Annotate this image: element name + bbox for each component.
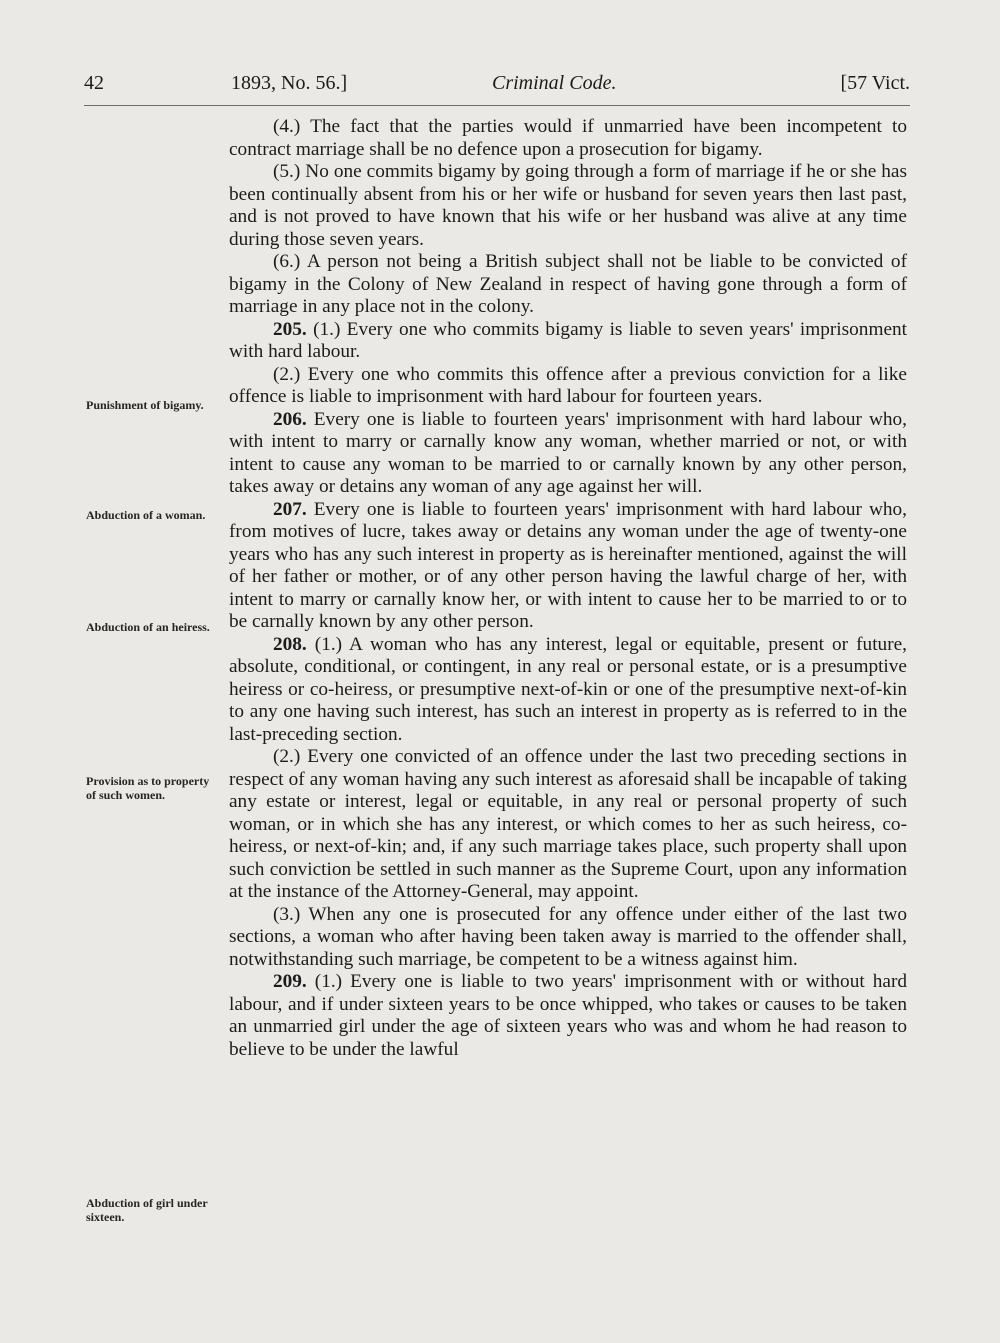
paragraph-text: (2.) Every one convicted of an offence under the last two preceding sections in respect of any woman having any such interest as aforesaid shall be incapable of taking any estate or interest, legal or equitable, in any real or personal property of such woman, or in which she has any interest, or which comes to her as such heiress, co-heiress, or next-of-kin; and, if any such marriage takes place, such property shall upon such conviction be settled in such manner as the Supreme Court, upon any information at the instance of the Attorney-General, may appoint. — [229, 746, 907, 902]
section-number: 209. — [273, 971, 307, 992]
section-number: 205. — [273, 318, 307, 340]
paragraph — [229, 634, 907, 747]
paragraph-text: Every one is liable to fourteen years' imprisonment with hard labour who, from motives of lucre, takes away or detains any woman under the age of twenty-one years who has any such interest in property as is hereinafter mentioned, against the will of her father or mother, or of any other person having the lawful charge of her, with intent to marry or carnally know her, or with intent to cause her to be married to or to be carnally known by any other person. — [229, 498, 907, 632]
page-header — [84, 72, 910, 102]
paragraph-text: Every one is liable to fourteen years' imprisonment with hard labour who, with intent to marry or carnally know any woman, whether married or not, or with intent to cause any woman to be married to or carnally known by any other person, takes away or detains any woman of any age against her will. — [229, 408, 907, 497]
paragraph-text: (1.) Every one is liable to two years' imprisonment with or without hard labour, and if under sixteen years to be once whipped, who takes or causes to be taken an unmarried girl under the age of sixteen years who was and whom he had reason to believe to be under the lawful — [229, 971, 907, 1060]
paragraph — [229, 409, 907, 499]
marginal-note: Abduction of girl under sixteen. — [86, 1196, 208, 1224]
regnal-year: [57 Vict. — [840, 72, 910, 94]
marginal-note: Abduction of an heiress. — [86, 620, 210, 634]
paragraph — [229, 971, 907, 1061]
paragraph — [229, 116, 907, 161]
paragraph — [229, 746, 907, 904]
paragraph-text: (2.) Every one who commits this offence after a previous conviction for a like offence is liable to imprisonment with hard labour for fourteen years. — [229, 363, 907, 407]
section-number: 208. — [273, 633, 307, 655]
running-title: Criminal Code. — [492, 72, 617, 94]
marginal-note: Provision as to property of such women. — [86, 774, 210, 802]
paragraph-text: (6.) A person not being a British subject shall not be liable to be convicted of bigamy in the Colony of New Zealand in respect of having gone through a form of marriage in any place not in the colony. — [229, 251, 907, 317]
paragraph-text: (1.) A woman who has any interest, legal or equitable, present or future, absolute, conditional, or contingent, in any real or personal estate, or is a presumptive heiress or co-heiress, or presumptive next-of-kin or one of the presumptive next-of-kin to any one having such interest, has such an interest in property as is referred to in the last-preceding section. — [229, 633, 907, 745]
paragraph-text: (5.) No one commits bigamy by going through a form of marriage if he or she has been continually absent from his or her wife or husband for seven years then last past, and is not proved to have known that his wife or her husband was alive at any time during those seven years. — [229, 161, 907, 250]
paragraph-text: (4.) The fact that the parties would if unmarried have been incompetent to contract marriage shall be no defence upon a prosecution for bigamy. — [229, 116, 907, 160]
paragraph — [229, 499, 907, 634]
act-reference: 1893, No. 56.] — [231, 72, 348, 94]
body-text — [229, 116, 907, 1061]
paragraph-text: (3.) When any one is prosecuted for any offence under either of the last two sections, a woman who after having been taken away is married to the offender shall, notwithstanding such marriage, be competent to be a witness against him. — [229, 903, 907, 970]
paragraph-text: (1.) Every one who commits bigamy is liable to seven years' imprisonment with hard labour. — [229, 318, 907, 362]
paragraph — [229, 364, 907, 409]
section-number: 207. — [273, 498, 307, 520]
marginal-note: Punishment of bigamy. — [86, 398, 204, 412]
marginal-note: Abduction of a woman. — [86, 508, 206, 522]
page-number: 42 — [84, 72, 104, 94]
paragraph — [229, 251, 907, 319]
paragraph — [229, 161, 907, 251]
section-number: 206. — [273, 408, 307, 430]
paragraph — [229, 904, 907, 972]
paragraph — [229, 319, 907, 364]
header-rule — [84, 105, 910, 106]
